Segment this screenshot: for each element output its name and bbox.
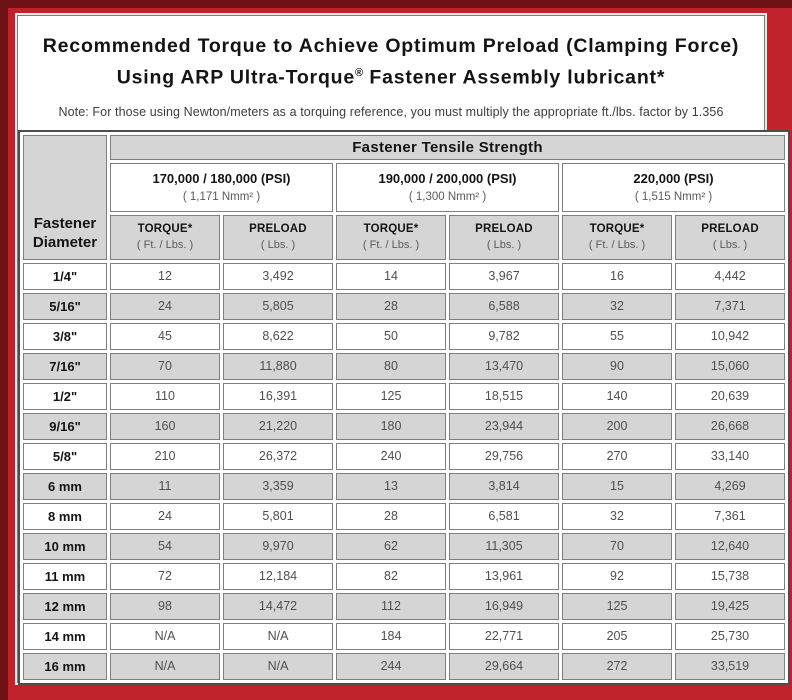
psi-group-220 [562, 163, 785, 212]
torque-label: TORQUE* [137, 223, 193, 235]
value-cell: 18,515 [449, 383, 559, 410]
registered-trademark-symbol: ® [355, 67, 364, 79]
preload-unit: ( Lbs. ) [712, 239, 748, 251]
fastener-diameter-label-line1: Fastener [33, 214, 97, 232]
table-row [23, 653, 785, 680]
page-title [18, 33, 764, 92]
value-cell: 50 [336, 323, 446, 350]
preload-label: PRELOAD [249, 223, 307, 235]
table-row [23, 323, 785, 350]
table-row [23, 533, 785, 560]
table-row [23, 473, 785, 500]
content-panel [17, 15, 765, 683]
diameter-cell: 6 mm [23, 473, 107, 500]
value-cell: 82 [336, 563, 446, 590]
value-cell: 62 [336, 533, 446, 560]
value-cell: 14,472 [223, 593, 333, 620]
diameter-cell: 16 mm [23, 653, 107, 680]
psi-group-190-200 [336, 163, 559, 212]
value-cell: 14 [336, 263, 446, 290]
value-cell: 13 [336, 473, 446, 500]
value-cell: 29,664 [449, 653, 559, 680]
table-row [23, 353, 785, 380]
torque-unit: ( Ft. / Lbs. ) [136, 239, 194, 251]
table-row [23, 623, 785, 650]
table-row [23, 503, 785, 530]
psi-group-row [23, 163, 785, 212]
value-cell: 13,961 [449, 563, 559, 590]
diameter-cell: 9/16" [23, 413, 107, 440]
value-cell: 112 [336, 593, 446, 620]
diameter-cell: 1/4" [23, 263, 107, 290]
value-cell: 3,814 [449, 473, 559, 500]
value-cell: 24 [110, 503, 220, 530]
frame-dark-top-edge [0, 0, 792, 8]
value-cell: 21,220 [223, 413, 333, 440]
value-cell: 9,782 [449, 323, 559, 350]
torque-preload-table [18, 130, 790, 685]
value-cell: 28 [336, 293, 446, 320]
value-cell: 244 [336, 653, 446, 680]
diameter-cell: 10 mm [23, 533, 107, 560]
table-row [23, 563, 785, 590]
value-cell: 6,581 [449, 503, 559, 530]
diameter-cell: 3/8" [23, 323, 107, 350]
diameter-cell: 1/2" [23, 383, 107, 410]
value-cell: 20,639 [675, 383, 785, 410]
value-cell: 54 [110, 533, 220, 560]
value-cell: 80 [336, 353, 446, 380]
torque-label: TORQUE* [589, 223, 645, 235]
table-body [23, 263, 785, 680]
value-cell: 4,269 [675, 473, 785, 500]
value-cell: 5,801 [223, 503, 333, 530]
value-cell: 15,060 [675, 353, 785, 380]
value-cell: N/A [223, 623, 333, 650]
preload-label: PRELOAD [475, 223, 533, 235]
value-cell: 125 [336, 383, 446, 410]
torque-preload-subheader-row [23, 215, 785, 260]
value-cell: 4,442 [675, 263, 785, 290]
value-cell: 25,730 [675, 623, 785, 650]
value-cell: N/A [223, 653, 333, 680]
value-cell: 11 [110, 473, 220, 500]
value-cell: 7,361 [675, 503, 785, 530]
diameter-cell: 5/16" [23, 293, 107, 320]
value-cell: 5,805 [223, 293, 333, 320]
value-cell: 55 [562, 323, 672, 350]
psi-value: 190,000 / 200,000 (PSI) [378, 171, 517, 186]
value-cell: N/A [110, 653, 220, 680]
value-cell: 23,944 [449, 413, 559, 440]
diameter-cell: 5/8" [23, 443, 107, 470]
value-cell: 10,942 [675, 323, 785, 350]
frame-dark-left-edge [0, 0, 8, 700]
value-cell: 45 [110, 323, 220, 350]
value-cell: 240 [336, 443, 446, 470]
psi-group-170-180 [110, 163, 333, 212]
title-line-2-text-end: Fastener Assembly lubricant* [363, 66, 666, 89]
torque-column-header [110, 215, 220, 260]
table-row [23, 383, 785, 410]
value-cell: 72 [110, 563, 220, 590]
value-cell: 26,372 [223, 443, 333, 470]
diameter-cell: 7/16" [23, 353, 107, 380]
value-cell: 11,305 [449, 533, 559, 560]
value-cell: 22,771 [449, 623, 559, 650]
value-cell: 92 [562, 563, 672, 590]
value-cell: 3,967 [449, 263, 559, 290]
value-cell: 270 [562, 443, 672, 470]
value-cell: 16,391 [223, 383, 333, 410]
value-cell: 90 [562, 353, 672, 380]
value-cell: 110 [110, 383, 220, 410]
torque-unit: ( Ft. / Lbs. ) [362, 239, 420, 251]
torque-column-header [336, 215, 446, 260]
table-row [23, 443, 785, 470]
value-cell: 19,425 [675, 593, 785, 620]
value-cell: 7,371 [675, 293, 785, 320]
preload-column-header [223, 215, 333, 260]
value-cell: 8,622 [223, 323, 333, 350]
diameter-cell: 14 mm [23, 623, 107, 650]
nmm-value: ( 1,515 Nmm² ) [634, 191, 713, 203]
value-cell: 3,492 [223, 263, 333, 290]
table-row [23, 263, 785, 290]
value-cell: 70 [562, 533, 672, 560]
preload-column-header [449, 215, 559, 260]
value-cell: 29,756 [449, 443, 559, 470]
torque-unit: ( Ft. / Lbs. ) [588, 239, 646, 251]
preload-column-header [675, 215, 785, 260]
nmm-value: ( 1,300 Nmm² ) [408, 191, 487, 203]
title-line-2-text: Using ARP Ultra-Torque [116, 66, 356, 89]
value-cell: 15 [562, 473, 672, 500]
nmm-value: ( 1,171 Nmm² ) [182, 191, 261, 203]
value-cell: 9,970 [223, 533, 333, 560]
preload-unit: ( Lbs. ) [260, 239, 296, 251]
diameter-cell: 12 mm [23, 593, 107, 620]
value-cell: 184 [336, 623, 446, 650]
value-cell: 16 [562, 263, 672, 290]
diameter-cell: 8 mm [23, 503, 107, 530]
value-cell: 33,140 [675, 443, 785, 470]
value-cell: 15,738 [675, 563, 785, 590]
tensile-strength-row [23, 135, 785, 160]
conversion-note: Note: For those using Newton/meters as a torquing reference, you must multiply the appropriate ft./lbs. factor by 1.356 [58, 104, 724, 119]
title-line-2 [18, 60, 764, 92]
torque-column-header [562, 215, 672, 260]
value-cell: 13,470 [449, 353, 559, 380]
diameter-cell: 11 mm [23, 563, 107, 590]
value-cell: 210 [110, 443, 220, 470]
fastener-diameter-header-cell [23, 135, 107, 260]
value-cell: 32 [562, 503, 672, 530]
value-cell: 70 [110, 353, 220, 380]
psi-value: 220,000 (PSI) [633, 171, 714, 186]
table-row [23, 413, 785, 440]
value-cell: 98 [110, 593, 220, 620]
value-cell: 12 [110, 263, 220, 290]
value-cell: 33,519 [675, 653, 785, 680]
value-cell: 3,359 [223, 473, 333, 500]
value-cell: 32 [562, 293, 672, 320]
value-cell: 160 [110, 413, 220, 440]
value-cell: 16,949 [449, 593, 559, 620]
value-cell: 140 [562, 383, 672, 410]
value-cell: N/A [110, 623, 220, 650]
title-line-1: Recommended Torque to Achieve Optimum Preload (Clamping Force) [42, 35, 740, 57]
value-cell: 26,668 [675, 413, 785, 440]
value-cell: 200 [562, 413, 672, 440]
table-row [23, 593, 785, 620]
value-cell: 24 [110, 293, 220, 320]
fastener-diameter-label-line2: Diameter [32, 233, 98, 251]
value-cell: 6,588 [449, 293, 559, 320]
value-cell: 205 [562, 623, 672, 650]
value-cell: 28 [336, 503, 446, 530]
tensile-strength-header-cell: Fastener Tensile Strength [110, 135, 785, 160]
table-row [23, 293, 785, 320]
psi-value: 170,000 / 180,000 (PSI) [152, 171, 291, 186]
value-cell: 125 [562, 593, 672, 620]
value-cell: 272 [562, 653, 672, 680]
preload-unit: ( Lbs. ) [486, 239, 522, 251]
preload-label: PRELOAD [701, 223, 759, 235]
value-cell: 180 [336, 413, 446, 440]
value-cell: 11,880 [223, 353, 333, 380]
value-cell: 12,640 [675, 533, 785, 560]
value-cell: 12,184 [223, 563, 333, 590]
torque-label: TORQUE* [363, 223, 419, 235]
